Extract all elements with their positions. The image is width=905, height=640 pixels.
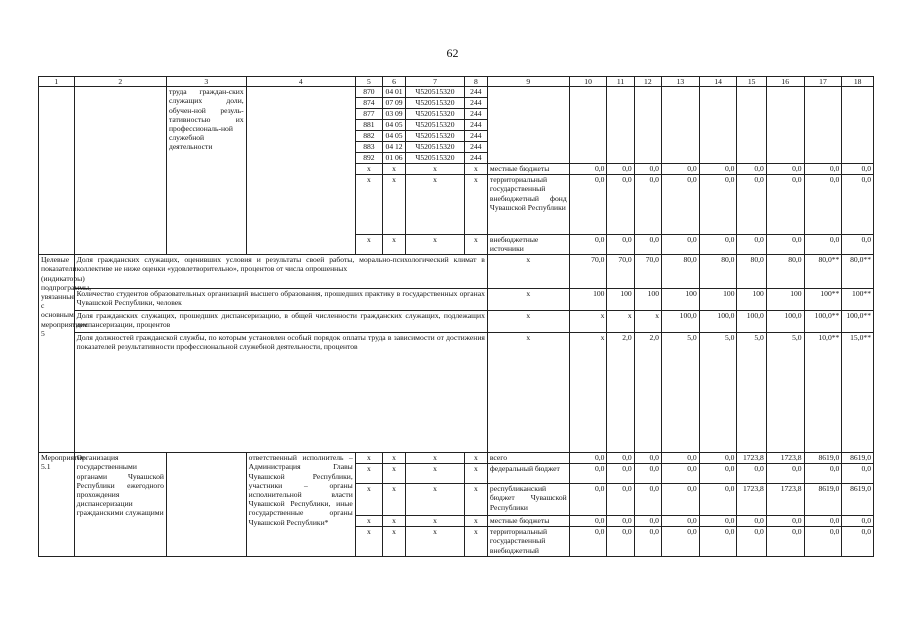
header-cell: 3	[166, 77, 246, 87]
value-cell: 0,0	[804, 164, 842, 175]
code-csr-cell: Ч520515320	[406, 131, 465, 142]
funding-source-cell: территориальный государственный внебюджетный	[487, 527, 569, 557]
code-rz-cell: 04 01	[383, 87, 406, 98]
indicator-value: 70,0	[607, 255, 634, 289]
value-cell: 0,0	[607, 175, 634, 235]
code-rz-cell: 01 06	[383, 153, 406, 164]
indicator-row	[39, 333, 874, 453]
table-row	[39, 87, 874, 98]
value-cell: 0,0	[737, 516, 766, 527]
value-cell: 0,0	[842, 527, 874, 557]
x-cell: x	[406, 527, 465, 557]
x-cell: x	[355, 527, 382, 557]
value-cell: 1723,8	[766, 453, 804, 464]
value-cell: 0,0	[766, 527, 804, 557]
x-cell: x	[406, 516, 465, 527]
funding-source-cell: федеральный бюджет	[487, 464, 569, 484]
x-cell: x	[383, 484, 406, 516]
value-cell: 0,0	[842, 164, 874, 175]
header-cell: 7	[406, 77, 465, 87]
value-cell: 8619,0	[842, 484, 874, 516]
indicator-value: 100,0	[737, 311, 766, 333]
value-cell: 0,0	[569, 527, 607, 557]
code-rz-cell: 07 09	[383, 98, 406, 109]
value-cell: 0,0	[699, 527, 737, 557]
x-cell: x	[383, 464, 406, 484]
value-cell: 0,0	[737, 464, 766, 484]
x-cell: x	[464, 235, 487, 255]
x-cell: x	[406, 235, 465, 255]
header-cell: 6	[383, 77, 406, 87]
purpose-cell: труда граждан-ских служащих доли, обучен-ной резуль-тативностью их профессиональ-ной служебной деятельности	[166, 87, 246, 255]
indicator-text: Доля гражданских служащих, оценивших условия и результаты своей работы, морально-психологический климат в коллективе не ниже оценки «удовлетворительно», процентов от числа опрошенных	[74, 255, 487, 289]
value-cell: 1723,8	[737, 484, 766, 516]
funding-source-cell: местные бюджеты	[487, 164, 569, 175]
header-cell: 4	[246, 77, 355, 87]
header-cell: 10	[569, 77, 607, 87]
indicator-value: 80,0**	[842, 255, 874, 289]
value-cell: 0,0	[737, 164, 766, 175]
code-rz-cell: 04 05	[383, 120, 406, 131]
header-cell: 11	[607, 77, 634, 87]
empty-cell	[74, 87, 166, 255]
value-cell: 0,0	[699, 453, 737, 464]
indicator-value: x	[634, 311, 661, 333]
indicator-value: x	[569, 311, 607, 333]
value-cell: 0,0	[804, 527, 842, 557]
indicator-value: 2,0	[607, 333, 634, 453]
value-cell: 0,0	[699, 516, 737, 527]
code-csr-cell: Ч520515320	[406, 109, 465, 120]
indicator-value: 100	[634, 289, 661, 311]
value-cell: 0,0	[607, 527, 634, 557]
header-cell: 15	[737, 77, 766, 87]
x-cell: x	[355, 164, 382, 175]
value-cell: 0,0	[804, 516, 842, 527]
x-cell: x	[487, 255, 569, 289]
x-cell: x	[487, 333, 569, 453]
indicator-value: 5,0	[661, 333, 699, 453]
code-csr-cell: Ч520515320	[406, 142, 465, 153]
measure-row	[39, 453, 874, 464]
value-cell: 0,0	[661, 175, 699, 235]
indicator-value: 100,0	[661, 311, 699, 333]
x-cell: x	[487, 289, 569, 311]
header-cell: 14	[699, 77, 737, 87]
funding-source-cell: всего	[487, 453, 569, 464]
indicator-value: 70,0	[634, 255, 661, 289]
code-gr-cell: 881	[355, 120, 382, 131]
value-cell: 0,0	[634, 527, 661, 557]
header-cell: 1	[39, 77, 75, 87]
code-csr-cell: Ч520515320	[406, 120, 465, 131]
indicator-value: x	[607, 311, 634, 333]
value-cell: 0,0	[607, 484, 634, 516]
x-cell: x	[464, 516, 487, 527]
empty-cell	[842, 87, 874, 164]
indicator-value: 100	[661, 289, 699, 311]
value-cell: 8619,0	[804, 484, 842, 516]
value-cell: 1723,8	[766, 484, 804, 516]
value-cell: 0,0	[634, 175, 661, 235]
x-cell: x	[464, 484, 487, 516]
measure-name: Организация государственными органами Чувашской Республики ежегодного прохождения диспансеризации гражданскими служащими	[74, 453, 166, 557]
header-cell: 9	[487, 77, 569, 87]
x-cell: x	[355, 235, 382, 255]
funding-source-cell: местные бюджеты	[487, 516, 569, 527]
code-gr-cell: 870	[355, 87, 382, 98]
indicator-value: 100**	[842, 289, 874, 311]
code-rz-cell: 03 09	[383, 109, 406, 120]
indicator-row	[39, 255, 874, 289]
value-cell: 0,0	[634, 484, 661, 516]
indicator-value: x	[569, 333, 607, 453]
x-cell: x	[383, 235, 406, 255]
value-cell: 0,0	[766, 235, 804, 255]
code-gr-cell: 883	[355, 142, 382, 153]
value-cell: 0,0	[804, 235, 842, 255]
value-cell: 0,0	[737, 527, 766, 557]
measure-executor: ответственный исполнитель – Администрация Главы Чувашской Республики, участники – органы исполнительной власти Чувашской Республики, иные государственные органы Чувашской Республики*	[246, 453, 355, 557]
x-cell: x	[355, 175, 382, 235]
indicator-value: 80,0	[737, 255, 766, 289]
x-cell: x	[383, 175, 406, 235]
code-vr-cell: 244	[464, 98, 487, 109]
x-cell: x	[383, 453, 406, 464]
value-cell: 0,0	[661, 527, 699, 557]
value-cell: 0,0	[569, 453, 607, 464]
code-rz-cell: 04 12	[383, 142, 406, 153]
code-vr-cell: 244	[464, 120, 487, 131]
x-cell: x	[487, 311, 569, 333]
header-cell: 12	[634, 77, 661, 87]
empty-cell	[607, 87, 634, 164]
indicator-value: 15,0**	[842, 333, 874, 453]
indicator-text: Доля гражданских служащих, прошедших диспансеризацию, в общей численности гражданских служащих, подлежащих диспансеризации, процентов	[74, 311, 487, 333]
code-vr-cell: 244	[464, 87, 487, 98]
value-cell: 0,0	[569, 235, 607, 255]
x-cell: x	[355, 464, 382, 484]
value-cell: 0,0	[607, 235, 634, 255]
empty-cell	[737, 87, 766, 164]
x-cell: x	[464, 175, 487, 235]
program-table	[38, 76, 874, 557]
indicator-value: 100,0**	[842, 311, 874, 333]
funding-source-cell: внебюджетные источники	[487, 235, 569, 255]
code-vr-cell: 244	[464, 153, 487, 164]
value-cell: 0,0	[804, 464, 842, 484]
value-cell: 0,0	[842, 516, 874, 527]
code-vr-cell: 244	[464, 109, 487, 120]
value-cell: 0,0	[842, 235, 874, 255]
value-cell: 8619,0	[804, 453, 842, 464]
value-cell: 0,0	[699, 464, 737, 484]
empty-cell	[634, 87, 661, 164]
value-cell: 1723,8	[737, 453, 766, 464]
header-cell: 17	[804, 77, 842, 87]
indicator-value: 80,0	[661, 255, 699, 289]
value-cell: 0,0	[766, 175, 804, 235]
empty-cell	[699, 87, 737, 164]
x-cell: x	[406, 175, 465, 235]
empty-cell	[246, 87, 355, 255]
x-cell: x	[383, 527, 406, 557]
indicator-value: 2,0	[634, 333, 661, 453]
value-cell: 0,0	[569, 484, 607, 516]
indicator-value: 100,0	[766, 311, 804, 333]
value-cell: 0,0	[634, 164, 661, 175]
header-cell: 8	[464, 77, 487, 87]
x-cell: x	[406, 164, 465, 175]
code-vr-cell: 244	[464, 131, 487, 142]
x-cell: x	[406, 453, 465, 464]
indicator-value: 5,0	[699, 333, 737, 453]
code-csr-cell: Ч520515320	[406, 98, 465, 109]
indicator-value: 100	[699, 289, 737, 311]
value-cell: 8619,0	[842, 453, 874, 464]
value-cell: 0,0	[607, 164, 634, 175]
empty-cell	[166, 453, 246, 557]
empty-cell	[766, 87, 804, 164]
value-cell: 0,0	[607, 464, 634, 484]
header-cell: 5	[355, 77, 382, 87]
indicator-value: 5,0	[766, 333, 804, 453]
x-cell: x	[355, 516, 382, 527]
x-cell: x	[406, 464, 465, 484]
value-cell: 0,0	[661, 464, 699, 484]
empty-cell	[39, 87, 75, 255]
code-vr-cell: 244	[464, 142, 487, 153]
value-cell: 0,0	[661, 484, 699, 516]
indicator-value: 5,0	[737, 333, 766, 453]
code-gr-cell: 892	[355, 153, 382, 164]
indicator-value: 80,0**	[804, 255, 842, 289]
value-cell: 0,0	[607, 516, 634, 527]
value-cell: 0,0	[699, 484, 737, 516]
value-cell: 0,0	[766, 516, 804, 527]
value-cell: 0,0	[607, 453, 634, 464]
value-cell: 0,0	[569, 516, 607, 527]
page-number: 62	[446, 46, 459, 60]
value-cell: 0,0	[634, 516, 661, 527]
value-cell: 0,0	[661, 164, 699, 175]
x-cell: x	[464, 164, 487, 175]
indicator-value: 100	[737, 289, 766, 311]
value-cell: 0,0	[661, 453, 699, 464]
value-cell: 0,0	[737, 235, 766, 255]
indicator-value: 70,0	[569, 255, 607, 289]
indicator-value: 10,0**	[804, 333, 842, 453]
value-cell: 0,0	[699, 175, 737, 235]
indicator-row	[39, 289, 874, 311]
header-cell: 18	[842, 77, 874, 87]
indicator-text: Количество студентов образовательных организаций высшего образования, прошедших практику в государственных органах Чувашской Республики, человек	[74, 289, 487, 311]
code-rz-cell: 04 05	[383, 131, 406, 142]
x-cell: x	[464, 527, 487, 557]
indicator-group-label: Целевые показатели (индикаторы) подпрограммы, увязанные с основным мероприятием 5	[39, 255, 75, 453]
value-cell: 0,0	[737, 175, 766, 235]
empty-cell	[661, 87, 699, 164]
funding-source-cell: республиканский бюджет Чувашской Республики	[487, 484, 569, 516]
x-cell: x	[464, 464, 487, 484]
indicator-value: 100	[766, 289, 804, 311]
indicator-value: 100	[569, 289, 607, 311]
value-cell: 0,0	[569, 164, 607, 175]
empty-cell	[569, 87, 607, 164]
code-gr-cell: 874	[355, 98, 382, 109]
value-cell: 0,0	[766, 164, 804, 175]
value-cell: 0,0	[661, 516, 699, 527]
x-cell: x	[355, 453, 382, 464]
indicator-text: Доля должностей гражданской службы, по которым установлен особый порядок оплаты труда в зависимости от достижения показателей результативности профессиональной служебной деятельности, процентов	[74, 333, 487, 453]
value-cell: 0,0	[661, 235, 699, 255]
indicator-row	[39, 311, 874, 333]
indicator-value: 80,0	[766, 255, 804, 289]
code-gr-cell: 882	[355, 131, 382, 142]
indicator-value: 100,0**	[804, 311, 842, 333]
code-csr-cell: Ч520515320	[406, 153, 465, 164]
x-cell: x	[464, 453, 487, 464]
value-cell: 0,0	[842, 175, 874, 235]
value-cell: 0,0	[699, 164, 737, 175]
measure-label: Мероприятие 5.1	[39, 453, 75, 557]
table-body	[39, 77, 874, 557]
indicator-value: 100**	[804, 289, 842, 311]
header-row	[39, 77, 874, 87]
x-cell: x	[355, 484, 382, 516]
value-cell: 0,0	[699, 235, 737, 255]
indicator-value: 80,0	[699, 255, 737, 289]
value-cell: 0,0	[634, 464, 661, 484]
empty-cell	[487, 87, 569, 164]
code-csr-cell: Ч520515320	[406, 87, 465, 98]
value-cell: 0,0	[569, 464, 607, 484]
value-cell: 0,0	[634, 453, 661, 464]
value-cell: 0,0	[804, 175, 842, 235]
value-cell: 0,0	[569, 175, 607, 235]
header-cell: 16	[766, 77, 804, 87]
empty-cell	[804, 87, 842, 164]
x-cell: x	[406, 484, 465, 516]
header-cell: 2	[74, 77, 166, 87]
x-cell: x	[383, 516, 406, 527]
value-cell: 0,0	[634, 235, 661, 255]
value-cell: 0,0	[842, 464, 874, 484]
indicator-value: 100	[607, 289, 634, 311]
funding-source-cell: территориальный государственный внебюджетный фонд Чувашской Республики	[487, 175, 569, 235]
value-cell: 0,0	[766, 464, 804, 484]
code-gr-cell: 877	[355, 109, 382, 120]
x-cell: x	[383, 164, 406, 175]
header-cell: 13	[661, 77, 699, 87]
indicator-value: 100,0	[699, 311, 737, 333]
